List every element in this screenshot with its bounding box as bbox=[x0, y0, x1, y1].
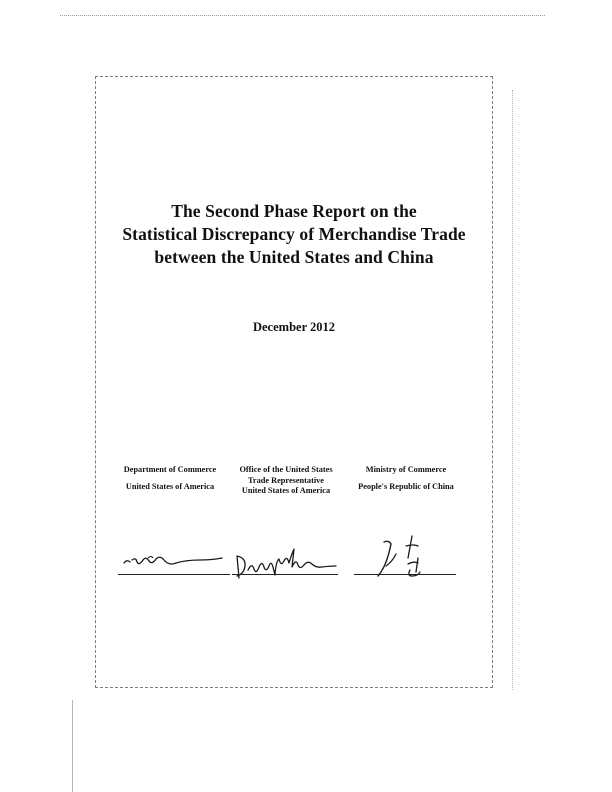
signatory-ustr bbox=[226, 465, 346, 497]
signatory-doc bbox=[110, 465, 230, 492]
scan-artifact-right bbox=[512, 90, 513, 690]
signatory-mofcom bbox=[346, 465, 466, 492]
signature-mofcom bbox=[362, 530, 462, 580]
signatory-organization: Ministry of Commerce bbox=[365, 465, 447, 474]
document-title bbox=[95, 200, 493, 269]
signatory-country: United States of America bbox=[125, 481, 215, 491]
signatory-country: People's Republic of China bbox=[358, 481, 454, 491]
scan-artifact-left bbox=[72, 700, 73, 792]
document-date: December 2012 bbox=[252, 320, 336, 334]
signatory-organization-line-2: Trade Representative bbox=[248, 475, 324, 485]
document-frame bbox=[95, 76, 493, 688]
signatory-organization-line-1: Office of the United States bbox=[239, 465, 333, 474]
signatory-country: United States of America bbox=[241, 486, 331, 495]
signature-line-doc bbox=[118, 574, 230, 575]
signature-line-mofcom bbox=[354, 574, 456, 575]
title-line-1: The Second Phase Report on the bbox=[171, 201, 417, 221]
signature-doc bbox=[118, 530, 233, 580]
signature-line-ustr bbox=[232, 574, 338, 575]
signatory-organization: Department of Commerce bbox=[123, 465, 217, 474]
scan-artifact-top bbox=[60, 15, 545, 16]
title-line-2: Statistical Discrepancy of Merchandise Trade bbox=[122, 224, 466, 244]
signature-ustr bbox=[232, 530, 342, 580]
title-line-3: between the United States and China bbox=[154, 247, 434, 267]
